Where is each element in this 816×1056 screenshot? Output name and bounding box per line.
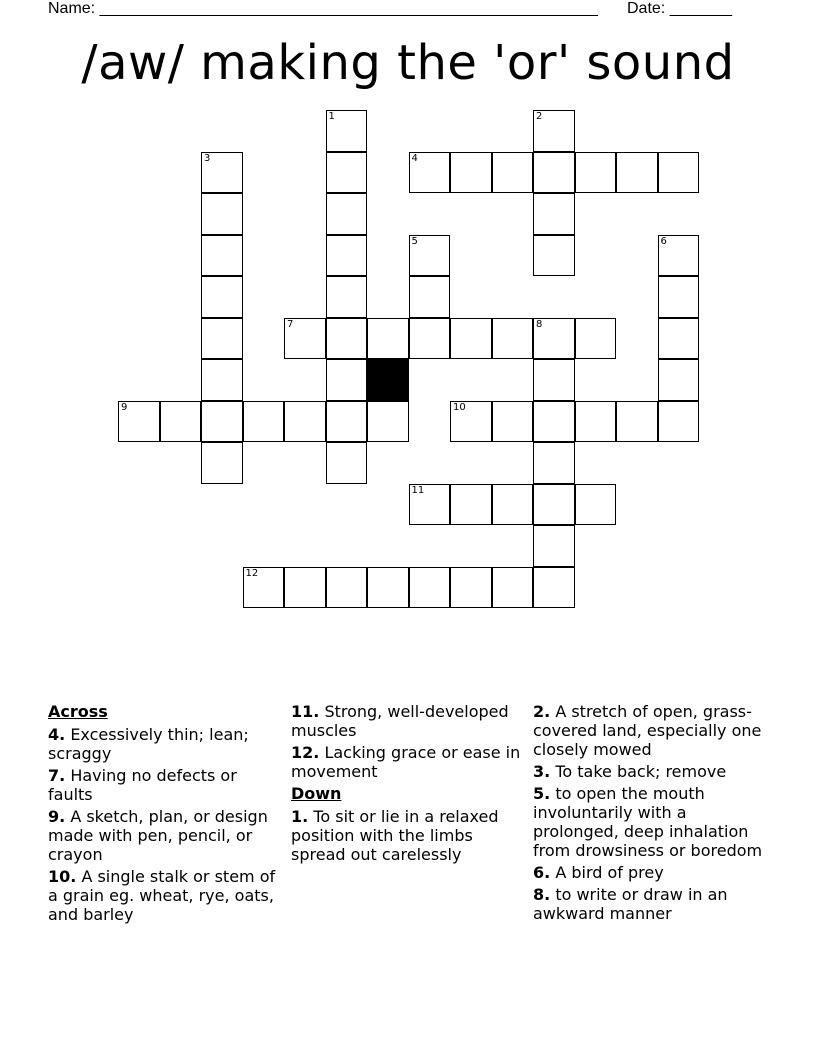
grid-cell[interactable] <box>326 401 368 443</box>
clue-number-label: 7 <box>287 318 294 330</box>
grid-cell[interactable] <box>533 235 575 277</box>
clue-text: Lacking grace or ease in movement <box>291 743 521 781</box>
grid-cell[interactable] <box>409 318 451 360</box>
clue-number-label: 12 <box>245 567 259 579</box>
clue-number: 1. <box>291 807 309 826</box>
clue-number: 2. <box>533 702 551 721</box>
grid-cell[interactable] <box>533 193 575 235</box>
grid-cell[interactable] <box>160 401 202 443</box>
grid-cell[interactable] <box>243 567 285 609</box>
grid-cell[interactable] <box>409 152 451 194</box>
grid-cell[interactable] <box>575 401 617 443</box>
grid-cell[interactable] <box>201 401 243 443</box>
grid-cell[interactable] <box>492 152 534 194</box>
grid-cell[interactable] <box>409 484 451 526</box>
grid-cell[interactable] <box>450 484 492 526</box>
down-clue <box>533 702 769 759</box>
grid-cell[interactable] <box>326 276 368 318</box>
grid-cell[interactable] <box>492 484 534 526</box>
clue-text: Excessively thin; lean; scraggy <box>48 725 249 763</box>
grid-cell[interactable] <box>201 442 243 484</box>
clue-text: Strong, well-developed muscles <box>291 702 509 740</box>
clue-number-label: 3 <box>204 152 211 164</box>
grid-cell[interactable] <box>492 401 534 443</box>
grid-cell[interactable] <box>326 152 368 194</box>
grid-cell[interactable] <box>201 193 243 235</box>
across-heading: Across <box>48 702 108 721</box>
clue-number-label: 1 <box>328 111 335 122</box>
clue-number-label: 2 <box>536 111 543 122</box>
name-field[interactable]: Name: ________________________________________________________ <box>48 0 598 17</box>
clue-number-label: 8 <box>536 318 543 330</box>
clue-number: 11. <box>291 702 320 721</box>
grid-cell[interactable] <box>450 318 492 360</box>
grid-cell[interactable] <box>326 235 368 277</box>
grid-cell[interactable] <box>533 442 575 484</box>
grid-cell[interactable] <box>326 193 368 235</box>
grid-cell[interactable] <box>284 401 326 443</box>
grid-cell[interactable] <box>658 152 700 194</box>
across-clue <box>48 807 284 864</box>
grid-cell[interactable] <box>409 567 451 609</box>
grid-cell[interactable] <box>533 401 575 443</box>
down-clue <box>533 762 769 781</box>
grid-cell[interactable] <box>658 359 700 401</box>
clue-number: 4. <box>48 725 66 744</box>
grid-cell[interactable] <box>492 318 534 360</box>
grid-cell[interactable] <box>326 442 368 484</box>
grid-cell[interactable] <box>326 110 368 152</box>
grid-cell[interactable] <box>201 276 243 318</box>
down-clue <box>533 863 769 882</box>
grid-cell[interactable] <box>326 567 368 609</box>
clue-text: To sit or lie in a relaxed position with the limbs spread out carelessly <box>291 807 499 864</box>
down-heading: Down <box>291 784 342 803</box>
clue-text: A stretch of open, grass-covered land, especially one closely mowed <box>533 702 762 759</box>
down-clue <box>533 885 769 923</box>
grid-cell[interactable] <box>450 567 492 609</box>
grid-cell[interactable] <box>284 567 326 609</box>
clue-number: 8. <box>533 885 551 904</box>
clue-number: 5. <box>533 784 551 803</box>
clues-column-2 <box>291 702 527 867</box>
clue-number: 12. <box>291 743 320 762</box>
grid-cell[interactable] <box>326 359 368 401</box>
clue-text: to write or draw in an awkward manner <box>533 885 728 923</box>
clue-number-label: 10 <box>453 401 466 413</box>
clue-number: 9. <box>48 807 66 826</box>
across-clue <box>48 766 284 804</box>
grid-cell[interactable] <box>201 235 243 277</box>
clue-number-label: 9 <box>121 401 128 413</box>
grid-cell[interactable] <box>409 276 451 318</box>
clue-number-label: 6 <box>660 235 667 247</box>
clue-number-label: 5 <box>411 235 418 247</box>
grid-cell[interactable] <box>616 401 658 443</box>
across-clue <box>291 702 527 740</box>
grid-cell[interactable] <box>118 401 160 443</box>
grid-cell[interactable] <box>616 152 658 194</box>
grid-cell[interactable] <box>533 110 575 152</box>
grid-cell[interactable] <box>201 318 243 360</box>
across-clue <box>48 725 284 763</box>
page-title: /aw/ making the 'or' sound <box>81 35 735 91</box>
grid-cell[interactable] <box>201 152 243 194</box>
clue-text: To take back; remove <box>555 762 727 781</box>
grid-cell[interactable] <box>575 484 617 526</box>
clue-text: Having no defects or faults <box>48 766 237 804</box>
clue-number-label: 4 <box>411 152 418 164</box>
grid-cell[interactable] <box>658 235 700 277</box>
grid-cell[interactable] <box>658 276 700 318</box>
across-clue <box>48 867 284 924</box>
grid-cell[interactable] <box>533 525 575 567</box>
clues-column-1 <box>48 702 284 927</box>
grid-cell[interactable] <box>367 318 409 360</box>
grid-cell[interactable] <box>492 567 534 609</box>
grid-cell[interactable] <box>367 567 409 609</box>
clue-number: 6. <box>533 863 551 882</box>
grid-cell[interactable] <box>243 401 285 443</box>
grid-cell[interactable] <box>533 152 575 194</box>
grid-cell[interactable] <box>326 318 368 360</box>
clue-text: A sketch, plan, or design made with pen, pencil, or crayon <box>48 807 268 864</box>
clue-number: 3. <box>533 762 551 781</box>
clue-text: A single stalk or stem of a grain eg. wheat, rye, oats, and barley <box>48 867 276 924</box>
grid-cell[interactable] <box>201 359 243 401</box>
grid-cell[interactable] <box>367 401 409 443</box>
grid-cell[interactable] <box>450 152 492 194</box>
grid-cell[interactable] <box>658 318 700 360</box>
grid-cell[interactable] <box>409 235 451 277</box>
grid-cell[interactable] <box>575 152 617 194</box>
grid-cell[interactable] <box>533 567 575 609</box>
grid-cell[interactable] <box>533 359 575 401</box>
black-square <box>367 359 409 401</box>
grid-cell[interactable] <box>575 318 617 360</box>
down-clue <box>291 807 527 864</box>
grid-cell[interactable] <box>284 318 326 360</box>
clue-text: A bird of prey <box>555 863 664 882</box>
date-field[interactable]: Date: _______ <box>627 0 732 17</box>
grid-cell[interactable] <box>450 401 492 443</box>
grid-cell[interactable] <box>533 484 575 526</box>
grid-cell[interactable] <box>658 401 700 443</box>
clues-column-3 <box>533 702 769 926</box>
clue-text: to open the mouth involuntarily with a prolonged, deep inhalation from drowsiness or boredom <box>533 784 763 860</box>
clue-number-label: 11 <box>411 484 425 496</box>
down-clue <box>533 784 769 860</box>
clue-number: 7. <box>48 766 66 785</box>
grid-cell[interactable] <box>533 318 575 360</box>
across-clue <box>291 743 527 781</box>
clue-number: 10. <box>48 867 77 886</box>
